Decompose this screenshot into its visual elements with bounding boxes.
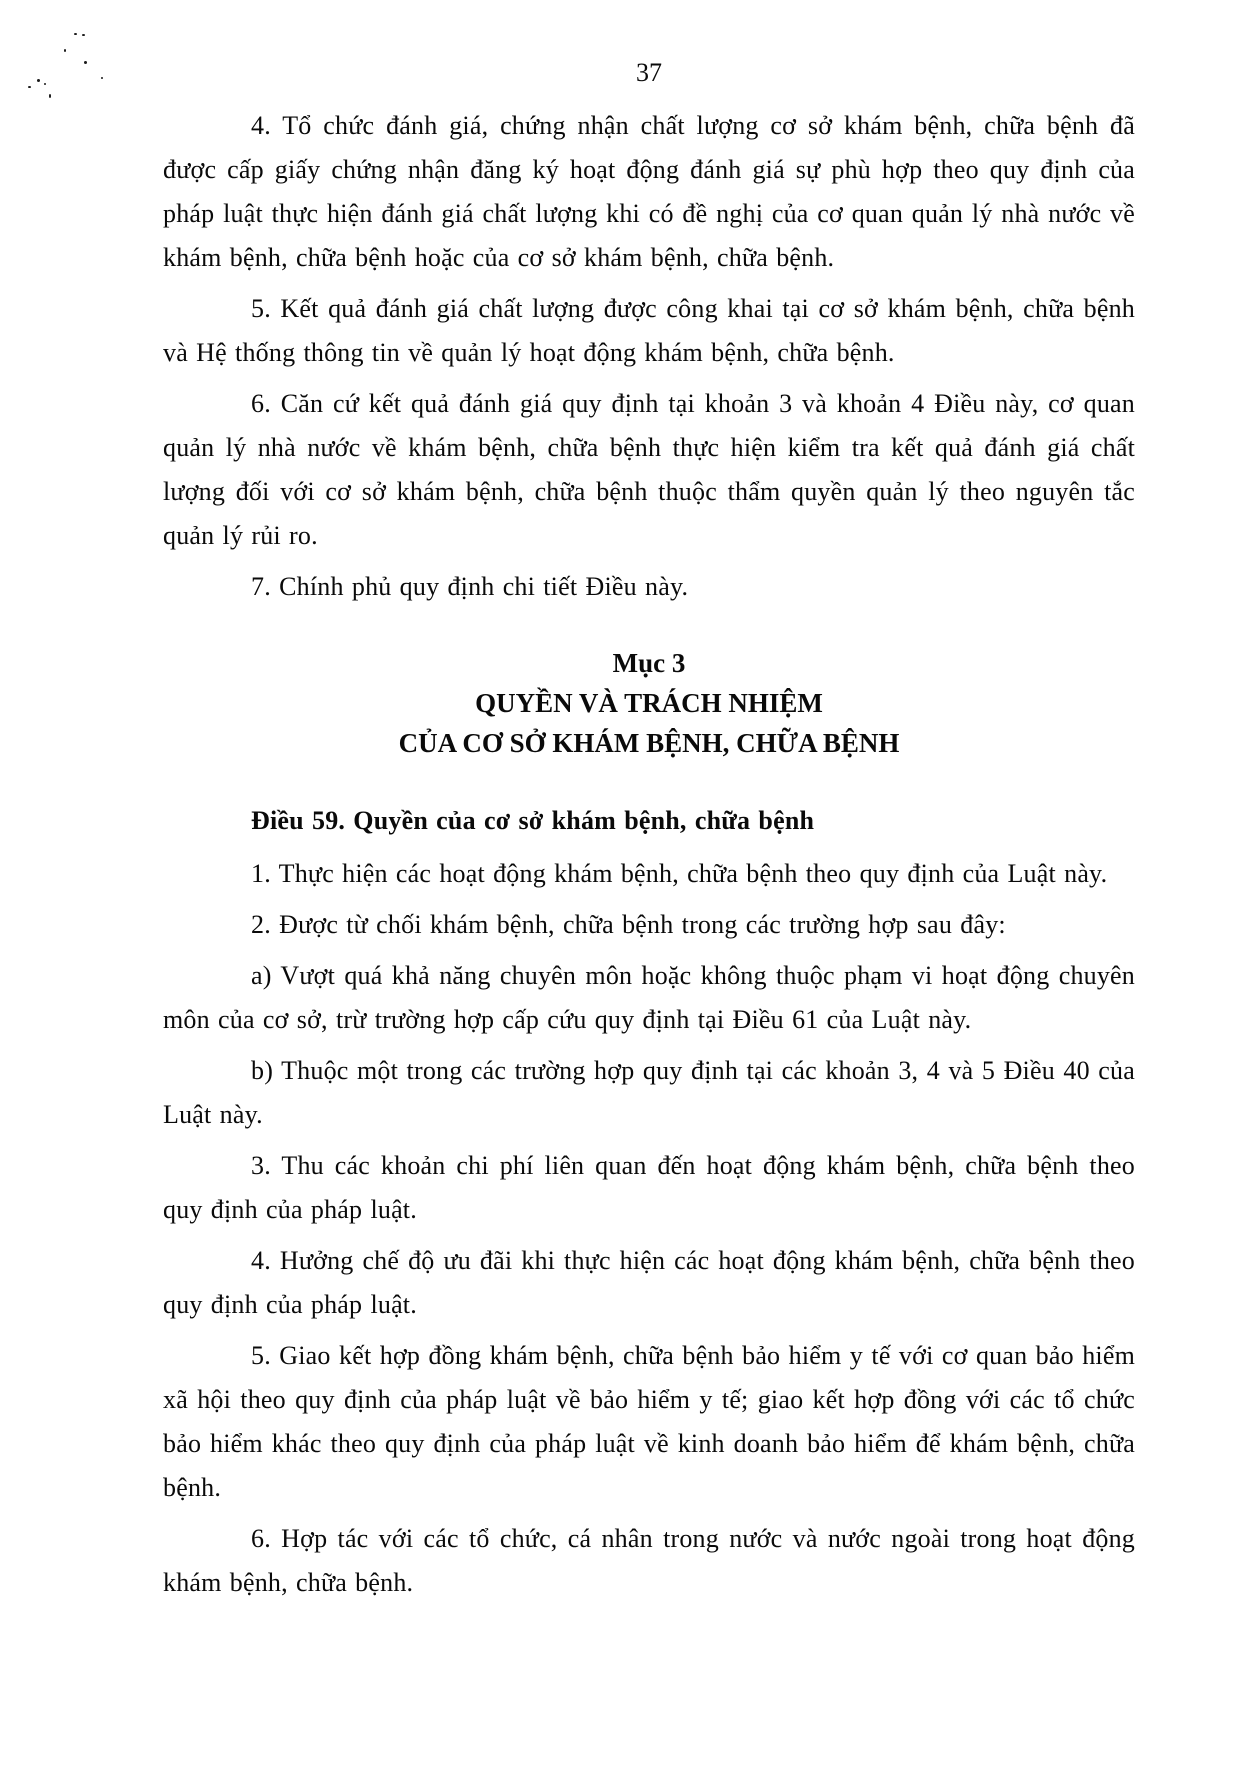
paragraph: 2. Được từ chối khám bệnh, chữa bệnh trong các trường hợp sau đây: — [251, 910, 1006, 939]
paragraph: 5. Kết quả đánh giá chất lượng được công khai tại cơ sở khám bệnh, chữa bệnh và Hệ thống thông tin về quản lý hoạt động khám bệnh, chữa bệnh. — [163, 294, 1135, 367]
scan-speckle — [82, 34, 85, 36]
paragraph: b) Thuộc một trong các trường hợp quy định tại các khoản 3, 4 và 5 Điều 40 của Luật này. — [163, 1056, 1135, 1129]
paragraph: 3. Thu các khoản chi phí liên quan đến hoạt động khám bệnh, chữa bệnh theo quy định của pháp luật. — [163, 1151, 1135, 1224]
paragraph: 6. Căn cứ kết quả đánh giá quy định tại khoản 3 và khoản 4 Điều này, cơ quan quản lý nhà nước về khám bệnh, chữa bệnh thực hiện kiểm tra kết quả đánh giá chất lượng đối với cơ sở khám bệnh, chữa bệnh thuộc thẩm quyền quản lý theo nguyên tắc quản lý rủi ro. — [163, 389, 1135, 550]
scan-speckle — [44, 83, 46, 85]
paragraph: 4. Tổ chức đánh giá, chứng nhận chất lượng cơ sở khám bệnh, chữa bệnh đã được cấp giấy chứng nhận đăng ký hoạt động đánh giá sự phù hợp theo quy định của pháp luật thực hiện đánh giá chất lượng khi có đề nghị của cơ quan quản lý nhà nước về khám bệnh, chữa bệnh hoặc của cơ sở khám bệnh, chữa bệnh. — [163, 111, 1135, 272]
page-number: 37 — [636, 58, 662, 87]
scan-speckle — [64, 49, 66, 52]
scan-speckle — [101, 77, 103, 79]
paragraph: 1. Thực hiện các hoạt động khám bệnh, chữa bệnh theo quy định của Luật này. — [251, 859, 1108, 888]
section-heading — [163, 643, 1135, 763]
paragraph: 4. Hưởng chế độ ưu đãi khi thực hiện các hoạt động khám bệnh, chữa bệnh theo quy định của pháp luật. — [163, 1246, 1135, 1319]
section-heading-line: QUYỀN VÀ TRÁCH NHIỆM — [475, 688, 823, 718]
scan-speckle — [84, 61, 87, 64]
section-heading-line: CỦA CƠ SỞ KHÁM BỆNH, CHỮA BỆNH — [398, 728, 900, 758]
paragraph: 6. Hợp tác với các tổ chức, cá nhân trong nước và nước ngoài trong hoạt động khám bệnh, chữa bệnh. — [163, 1524, 1135, 1597]
scan-speckle — [37, 79, 40, 82]
document-body — [163, 104, 1135, 1605]
scan-speckle — [74, 33, 77, 35]
paragraph: 5. Giao kết hợp đồng khám bệnh, chữa bệnh bảo hiểm y tế với cơ quan bảo hiểm xã hội theo quy định của pháp luật về bảo hiểm y tế; giao kết hợp đồng với các tổ chức bảo hiểm khác theo quy định của pháp luật về kinh doanh bảo hiểm để khám bệnh, chữa bệnh. — [163, 1341, 1135, 1502]
section-heading-line: Mục 3 — [612, 648, 686, 678]
scan-speckle — [28, 86, 31, 88]
paragraph: 7. Chính phủ quy định chi tiết Điều này. — [251, 572, 689, 601]
scan-speckle — [49, 94, 51, 98]
article-heading: Điều 59. Quyền của cơ sở khám bệnh, chữa bệnh — [251, 806, 815, 835]
paragraph: a) Vượt quá khả năng chuyên môn hoặc không thuộc phạm vi hoạt động chuyên môn của cơ sở, trừ trường hợp cấp cứu quy định tại Điều 61 của Luật này. — [163, 961, 1135, 1034]
